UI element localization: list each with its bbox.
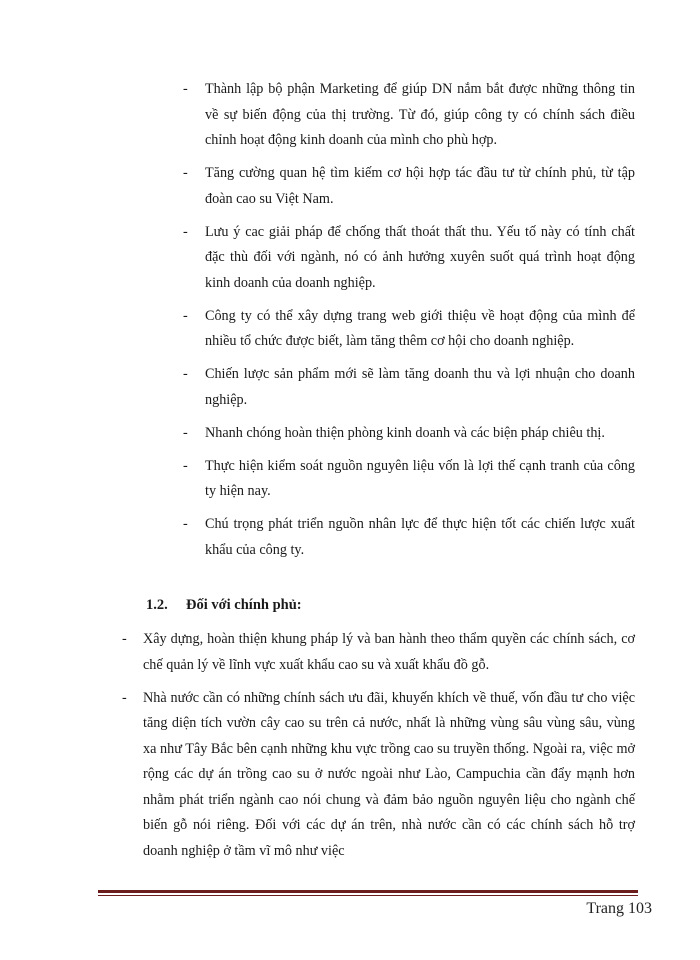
list-item-text: Chiến lược sản phẩm mới sẽ làm tăng doanh thu và lợi nhuận cho doanh nghiệp. <box>205 366 635 408</box>
list-item <box>122 627 635 678</box>
list-item-text: Xây dựng, hoàn thiện khung pháp lý và ban hành theo thẩm quyền các chính sách, cơ chế quản lý về lĩnh vực xuất khẩu cao su và xuất khẩu đồ gỗ. <box>143 631 635 673</box>
list-item-text: Chú trọng phát triển nguồn nhân lực để thực hiện tốt các chiến lược xuất khẩu của công ty. <box>205 516 635 558</box>
list-item-text: Nhanh chóng hoàn thiện phòng kinh doanh và các biện pháp chiêu thị. <box>205 424 605 441</box>
section-title: Đối với chính phủ: <box>186 597 302 613</box>
footer-rule-thick <box>98 890 638 893</box>
list-item <box>183 362 635 413</box>
section-number: 1.2. <box>146 597 168 613</box>
bullet-dash: - <box>122 631 127 647</box>
list-item <box>183 454 635 505</box>
bullet-dash: - <box>183 307 188 324</box>
list-item <box>183 421 635 447</box>
list-item <box>183 220 635 297</box>
bullet-dash: - <box>183 223 188 240</box>
list-item <box>183 77 635 154</box>
list-item <box>183 512 635 563</box>
recommendation-list <box>183 77 635 571</box>
bullet-dash: - <box>183 81 188 97</box>
list-item <box>183 161 635 212</box>
list-item-text: Thực hiện kiểm soát nguồn nguyên liệu vốn là lợi thế cạnh tranh của công ty hiện nay. <box>205 457 635 499</box>
list-item-text: Nhà nước cần có những chính sách ưu đãi, khuyến khích về thuế, vốn đầu tư cho việc tăng diện tích vườn cây cao su trên cả nước, nhất là những vùng sâu vùng sâu, vùng xa như Tây Bắc bên cạnh những khu vực trồng cao su truyền thống. Ngoài ra, việc mở rộng các dự án trồng cao su ở nước ngoài như Lào, Campuchia cần đẩy mạnh hơn nhằm phát triển ngành cao nói chung và đảm bảo nguồn nguyên liệu cho ngành chế biến gỗ nói riêng. Đối với các dự án trên, nhà nước cần có các chính sách hỗ trợ doanh nghiệp ở tầm vĩ mô như việc <box>143 689 635 859</box>
list-item <box>183 304 635 355</box>
page-number: Trang 103 <box>586 900 652 917</box>
bullet-dash: - <box>122 689 127 706</box>
section-heading <box>146 597 302 614</box>
list-item-text: Lưu ý cac giải pháp để chống thất thoát thất thu. Yếu tố này có tính chất đặc thù đối với ngành, nó có ảnh hưởng xuyên suốt quá trình hoạt động kinh doanh của doanh nghiệp. <box>205 223 635 291</box>
list-item <box>122 686 635 865</box>
government-recommendation-list <box>122 627 635 872</box>
bullet-dash: - <box>183 457 188 474</box>
bullet-dash: - <box>183 424 188 441</box>
bullet-dash: - <box>183 366 188 382</box>
list-item-text: Tăng cường quan hệ tìm kiếm cơ hội hợp tác đầu tư từ chính phủ, từ tập đoàn cao su Việt Nam. <box>205 165 635 207</box>
list-item-text: Công ty có thể xây dựng trang web giới thiệu về hoạt động của mình để nhiều tổ chức được biết, làm tăng thêm cơ hội cho doanh nghiệp. <box>205 307 635 349</box>
footer-rule-thin <box>98 895 638 896</box>
bullet-dash: - <box>183 516 188 532</box>
list-item-text: Thành lập bộ phận Marketing để giúp DN nắm bắt được những thông tin về sự biến động của thị trường. Từ đó, giúp công ty có chính sách điều chỉnh hoạt động kinh doanh của mình cho phù hợp. <box>205 81 635 148</box>
bullet-dash: - <box>183 165 188 181</box>
